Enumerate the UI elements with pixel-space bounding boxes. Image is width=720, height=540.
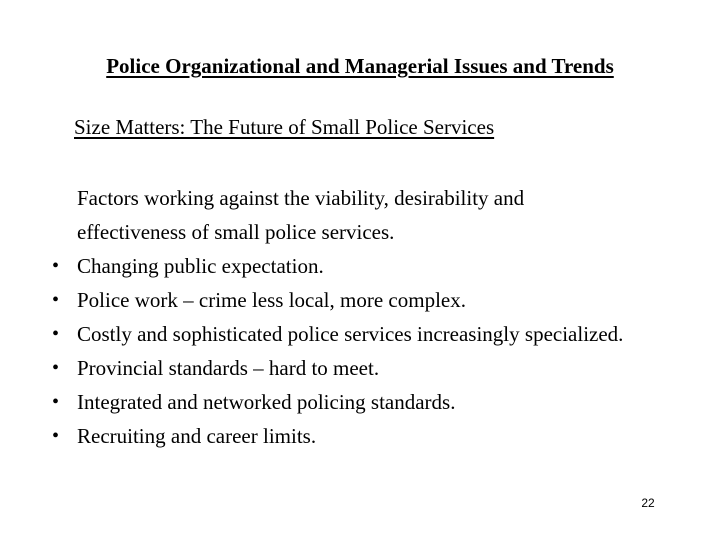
bullet-item bbox=[0, 249, 637, 283]
bullet-icon: • bbox=[52, 425, 60, 447]
bullet-item bbox=[0, 385, 637, 419]
slide-title: Police Organizational and Managerial Issues and Trends bbox=[106, 54, 614, 78]
bullet-text: Provincial standards – hard to meet. bbox=[77, 356, 380, 380]
bullet-icon: • bbox=[52, 255, 60, 277]
bullet-icon: • bbox=[52, 391, 60, 413]
bullet-text: Costly and sophisticated police services increasingly specialized. bbox=[77, 322, 624, 346]
slide-body bbox=[0, 181, 720, 453]
bullet-text: Police work – crime less local, more complex. bbox=[77, 288, 466, 312]
bullet-text: Changing public expectation. bbox=[77, 254, 324, 278]
slide-subtitle: Size Matters: The Future of Small Police Services bbox=[74, 115, 495, 139]
bullet-icon: • bbox=[52, 323, 60, 345]
page-number: 22 bbox=[641, 496, 655, 510]
bullet-text: Recruiting and career limits. bbox=[77, 424, 317, 448]
intro-paragraph: Factors working against the viability, desirability and effectiveness of small police services. bbox=[77, 186, 525, 244]
bullet-item bbox=[0, 419, 637, 453]
bullet-item bbox=[0, 317, 637, 351]
bullet-icon: • bbox=[52, 289, 60, 311]
bullet-item bbox=[0, 283, 637, 317]
bullet-text: Integrated and networked policing standards. bbox=[77, 390, 456, 414]
bullet-list bbox=[0, 249, 720, 453]
bullet-icon: • bbox=[52, 357, 60, 379]
bullet-item bbox=[0, 351, 637, 385]
